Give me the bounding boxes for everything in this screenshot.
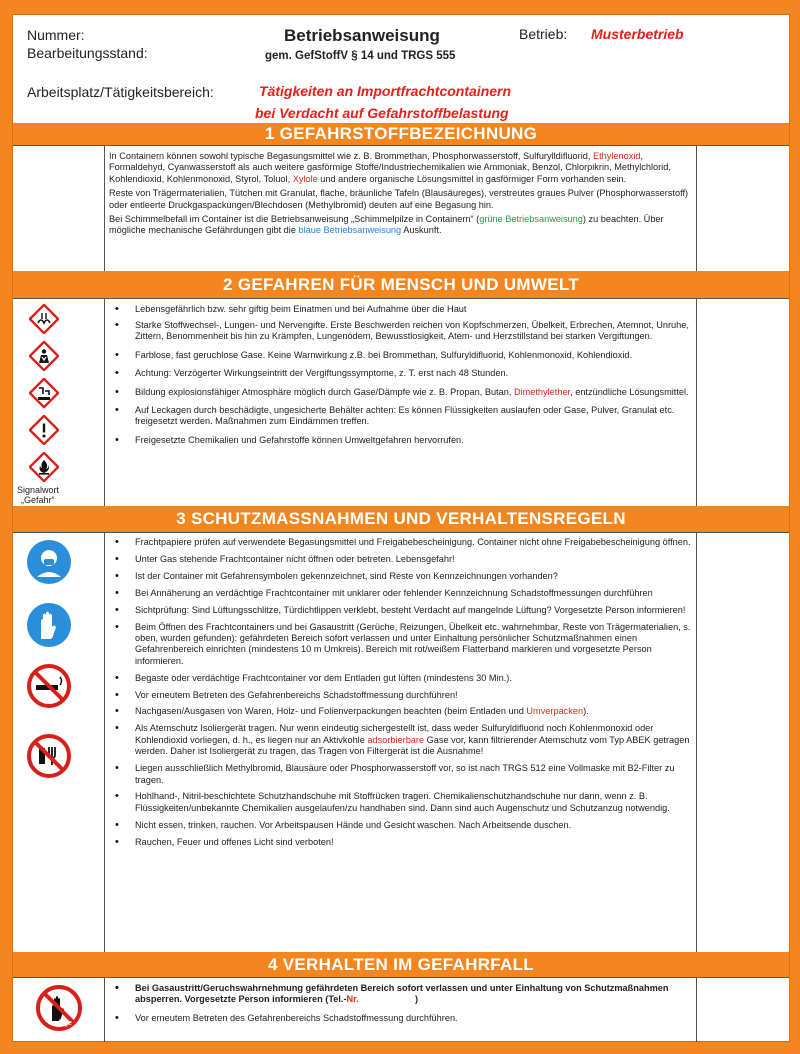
section3-list [109, 537, 695, 853]
section3-item-3: • Ist der Container mit Gefahrensymbolen gekennzeichnet, sind Reste von Kennzeichnungen vorhanden? [109, 571, 695, 582]
section3-item-7: • Begaste oder verdächtige Frachtcontainer vor dem Entladen gut lüften (mindestens 30 Min.). [109, 673, 695, 684]
section1-icon-column [13, 146, 105, 272]
section1-title: 1 GEFAHRSTOFFBEZEICHNUNG [13, 123, 789, 145]
respirator-mandatory-icon [26, 539, 72, 585]
section4-row [13, 977, 789, 1042]
gloves-mandatory-icon [26, 602, 72, 648]
betrieb-label: Betrieb: [519, 26, 568, 42]
flame-icon [29, 452, 59, 482]
section2-item-6: • Auf Leckagen durch beschädigte, ungesicherte Behälter achten: Es können Flüssigkeiten auslaufen oder Gase, Pulver, Granulat etc. freigesetzt werden. Maßnahmen zum Eindämmen treffen. [109, 405, 695, 428]
section3-side-column [696, 533, 789, 953]
section2-item-7: • Freigesetzte Chemikalien und Gefahrstoffe können Umweltgefahren hervorrufen. [109, 435, 695, 446]
exclamation-mark-icon [29, 415, 59, 445]
arbeitsplatz-line2: bei Verdacht auf Gefahrstoffbelastung [255, 105, 509, 121]
section4-side-column [696, 978, 789, 1042]
section3-item-13: • Nicht essen, trinken, rauchen. Vor Arbeitspausen Hände und Gesicht waschen. Nach Arbeitsende duschen. [109, 820, 695, 831]
section3-item-8: • Vor erneutem Betreten des Gefahrenbereichs Schadstoffmessung durchführen! [109, 690, 695, 701]
bearbeitungsstand-label: Bearbeitungsstand: [27, 45, 148, 61]
section1-paragraph-1: In Containern können sowohl typische Begasungsmittel wie z. B. Brommethan, Phosphorwasserstoff, Sulfurylldifluorid, Ethylenoxid, Formaldehyd, Cyanwasserstoff als auch weitere gasförmige Stoffe/Industriechemikalien wie Ammoniak, Benzol, Chlorpikrin, Methylchlorid, Kohlendioxid, Kohlenmonoxid, Styrol, Toluol, Xylole und andere organische Lösungsmittel in gasförmiger Form vorhanden sein. [109, 151, 671, 184]
section3-item-9: • Nachgasen/Ausgasen von Waren, Holz- und Folienverpackungen beachten (beim Entladen und Umverpacken). [109, 706, 695, 717]
section3-item-4: • Bei Annäherung an verdächtige Frachtcontainer mit unklarer oder fehlender Kennzeichnung Schadstoffmessungen durchführen [109, 588, 695, 599]
section3-title: 3 SCHUTZMASSNAHMEN UND VERHALTENSREGELN [13, 506, 789, 532]
section2-item-1: • Lebensgefährlich bzw. sehr giftig beim Einatmen und bei Aufnahme über die Haut [109, 304, 695, 315]
section1-paragraph-2: Reste von Trägermaterialien, Tütchen mit Granulat, flache, bräunliche Tafeln (Blausäureges), verstreutes graues Pulver (Phosphorwasserstoff) oder entleerte Druckgaspackungen/Blechdosen (Methylbromid) deuten auf eine Begasung hin. [109, 188, 689, 210]
section4-item-2: • Vor erneutem Betreten des Gefahrenbereichs Schadstoffmessung durchführen. [109, 1013, 695, 1024]
section2-item-2: • Starke Stoffwechsel-, Lungen- und Nervengifte. Erste Beschwerden reichen von Kopfschmerzen, Übelkeit, Erbrechen, Atemnot, Unruhe, Zittern, Benommenheit bis hin zu Krämpfen, Lungenödem, Bewusstlosigkeit, Atem- und Herzstillstand bei starken Vergiftungen. [109, 320, 695, 343]
no-smoking-icon [26, 663, 72, 709]
watermark: vorlage [49, 1020, 72, 1027]
section1-side-column [696, 146, 789, 272]
section3-icon-column [13, 533, 105, 953]
section2-list [109, 304, 695, 451]
arbeitsplatz-label: Arbeitsplatz/Tätigkeitsbereich: [27, 84, 214, 100]
arbeitsplatz-line1: Tätigkeiten an Importfrachtcontainern [259, 83, 512, 99]
signal-word-label: Signalwort [17, 485, 60, 495]
section2-item-5: • Bildung explosionsfähiger Atmosphäre möglich durch Gase/Dämpfe wie z. B. Propan, Butan, Dimethylether, entzündliche Lösungsmittel. [109, 387, 695, 398]
section3-item-6: • Beim Öffnen des Frachtcontainers und bei Gasaustritt (Gerüche, Reizungen, Übelkeit etc. wahrnehmbar, Reste von Trägermaterialien, s. oben, wurden gefunden): gefährdeten Bereich sofort verlassen und unter Einhaltung persönlicher Schutzmaßnahmen einen Gefahrenbereich einrichten (mindestens 10 m Umkreis). Bereich mit rot/weißem Flatterband markieren und vorgesetzte Person informieren. [109, 622, 695, 668]
section3-row [13, 532, 789, 953]
betrieb-value: Musterbetrieb [591, 26, 684, 42]
section2-item-4: • Achtung: Verzögerter Wirkungseintritt der Vergiftungssymptome, z. T. erst nach 48 Stunden. [109, 368, 695, 379]
document-sheet [12, 14, 790, 1042]
section2-icon-column [13, 299, 105, 507]
section1-row [13, 145, 789, 272]
section3-item-11: • Liegen ausschließlich Methylbromid, Blausäure oder Phosphorwasserstoff vor, so ist nach TRGS 512 eine Vollmaske mit B2-Filter zu tragen. [109, 763, 695, 786]
section3-item-12: • Hohlhand-, Nitril-beschichtete Schutzhandschuhe mit Stoffrücken tragen. Chemikalienschutzhandschuhe nur dann, wenn z. B. Flüssigkeiten/unbekannte Chemikalien ausgelaufen/zu handhaben sind. Dann sind auch Augenschutz und Schutzanzug notwendig. [109, 791, 695, 814]
section4-list [109, 983, 695, 1029]
health-hazard-icon [29, 341, 59, 371]
section3-item-1: • Frachtpapiere prüfen auf verwendete Begasungsmittel und Freigabebescheinigung. Container nicht ohne Freigabebescheinigung öffnen. [109, 537, 695, 548]
section1-paragraph-3: Bei Schimmelbefall im Container ist die Betriebsanweisung „Schimmelpilze in Containern“ (grüne Betriebsanweisung) zu beachten. Über mögliche mechanische Gefährdungen gibt die blaue Betriebsanweisung Auskunft. [109, 214, 664, 236]
section2-side-column [696, 299, 789, 507]
section2-row [13, 298, 789, 507]
section1-text [109, 151, 695, 240]
section2-title: 2 GEFAHREN FÜR MENSCH UND UMWELT [13, 271, 789, 298]
section2-item-3: • Farblose, fast geruchlose Gase. Keine Warnwirkung z.B. bei Brommethan, Sulfuryldifluorid, Kohlenmonoxid, Kohlendioxid. [109, 350, 695, 361]
section3-item-5: • Sichtprüfung: Sind Lüftungsschlitze, Türdichtlippen verklebt, besteht Verdacht auf mangelnde Lüftung? Vorgesetzte Person informieren! [109, 605, 695, 616]
nummer-label: Nummer: [27, 27, 85, 43]
section4-title: 4 VERHALTEN IM GEFAHRFALL [13, 952, 789, 977]
section4-icon-column [13, 978, 105, 1042]
document-subtitle: gem. GefStoffV § 14 und TRGS 555 [265, 50, 456, 62]
document-title: Betriebsanweisung [284, 26, 440, 45]
section3-item-14: • Rauchen, Feuer und offenes Licht sind verboten! [109, 837, 695, 848]
signal-word-value: „Gefahr“ [21, 495, 55, 505]
corrosion-hazard-icon [29, 378, 59, 408]
environment-hazard-icon [29, 304, 59, 334]
section4-item-1: • Bei Gasaustritt/Geruchswahrnehmung gefährdeten Bereich sofort verlassen und unter Einhaltung von Schutzmaßnahmen absperren. Vorgesetzte Person informieren (Tel.-Nr. ) [109, 983, 695, 1006]
section3-item-2: • Unter Gas stehende Frachtcontainer nicht öffnen oder betreten. Lebensgefahr! [109, 554, 695, 565]
section3-item-10: • Als Atemschutz Isoliergerät tragen. Nur wenn eindeutig sichergestellt ist, dass weder Sulfuryldifluorid noch Kohlenmonoxid oder Kohlendioxid vorliegen, d. h., es liegen nur an Aktivkohle adsorbierbare Gase vor, kann filtrierender Atemschutz vom Typ ABEK getragen werden. Daher ist Isoliergerät zu tragen, das Tragen von Filtergerät ist die Ausnahme! [109, 723, 695, 757]
no-eating-drinking-icon [26, 733, 72, 779]
